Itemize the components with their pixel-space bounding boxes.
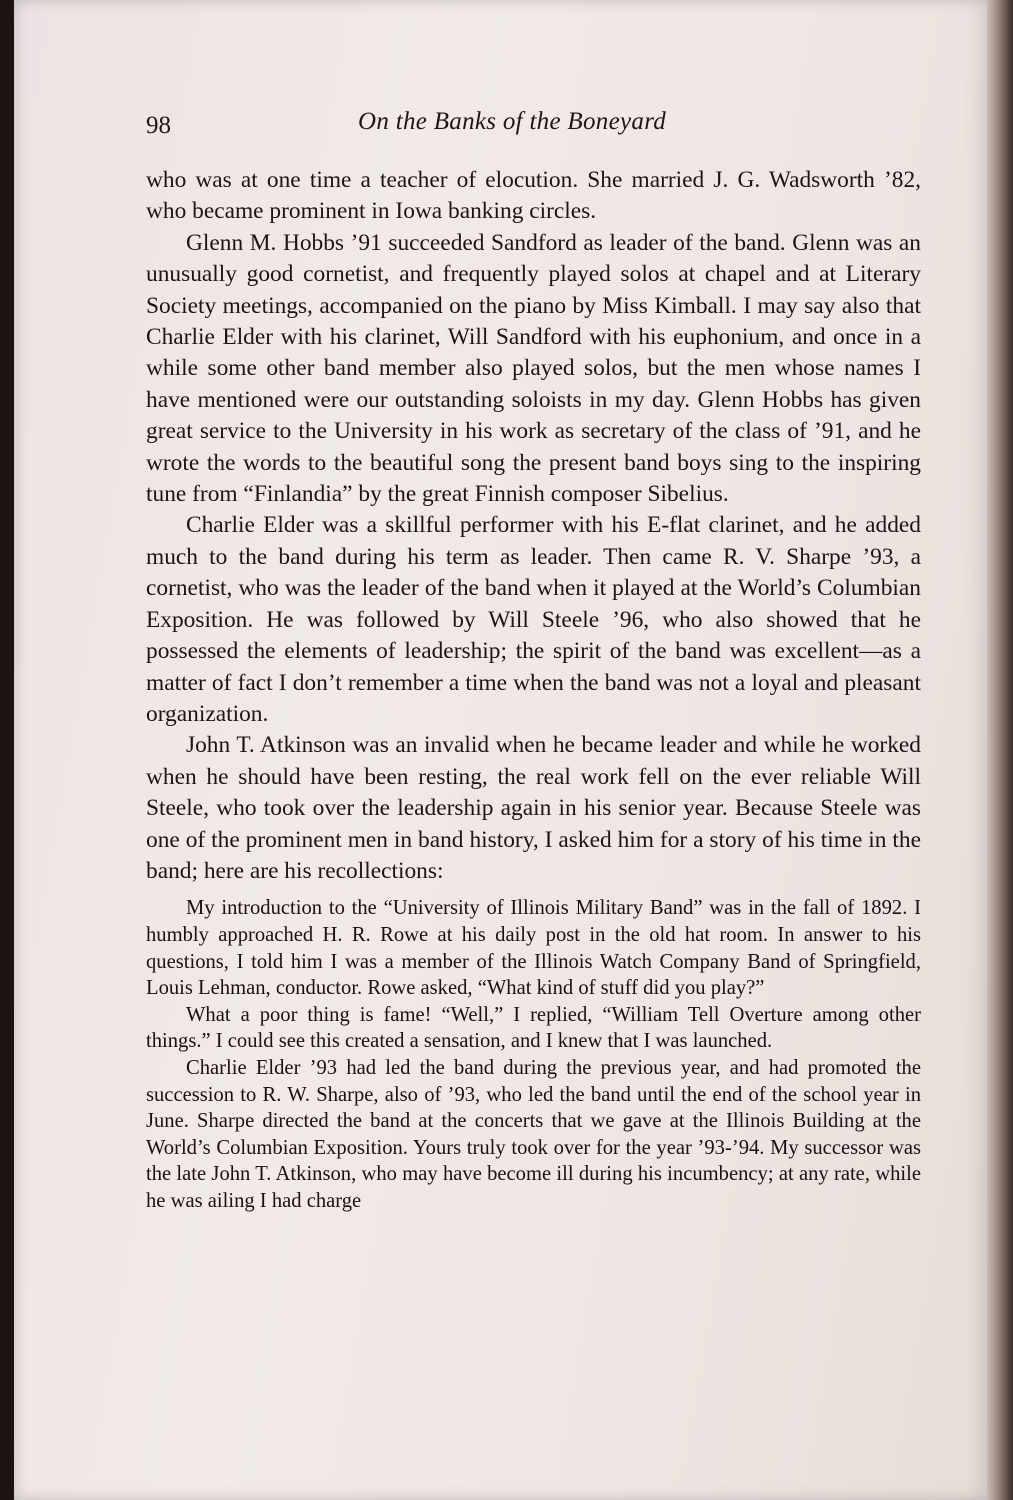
paragraph: who was at one time a teacher of elocution. She married J. G. Wadsworth ’82, who became prominent in Iowa banking circles.	[146, 167, 921, 225]
quote-paragraph: My introduction to the “University of Illinois Military Band” was in the fall of 1892. I humbly approached H. R. Rowe at his daily post in the old hat room. In answer to his questions, I told him I was a member of the Illinois Watch Company Band of Springfield, Louis Lehman, conductor. Rowe asked, “What kind of stuff did you play?”	[146, 897, 921, 1000]
book-page	[14, 0, 989, 1500]
paragraph: Charlie Elder was a skillful performer with his E-flat clarinet, and he added much to the band during his term as leader. Then came R. V. Sharpe ’93, a cornetist, who was the leader of the band when it played at the World’s Columbian Exposition. He was followed by Will Steele ’96, who also showed that he possessed the elements of leadership; the spirit of the band was excellent—as a matter of fact I don’t remember a time when the band was not a loyal and pleasant organization.	[146, 512, 921, 727]
quote-paragraph: Charlie Elder ’93 had led the band during the previous year, and had promoted the succession to R. W. Sharpe, also of ’93, who led the band until the end of the school year in June. Sharpe directed the band at the concerts that we gave at the Illinois Building at the World’s Columbian Exposition. Yours truly took over for the year ’93-’94. My successor was the late John T. Atkinson, who may have become ill during his incumbency; at any rate, while he was ailing I had charge	[146, 1056, 921, 1212]
body-text	[146, 165, 921, 1214]
running-head	[14, 108, 989, 148]
page-number: 98	[146, 112, 171, 139]
block-quote	[146, 895, 921, 1214]
book-fore-edge	[987, 0, 1013, 1500]
running-title: On the Banks of the Boneyard	[358, 108, 667, 135]
paragraph: Glenn M. Hobbs ’91 succeeded Sandford as leader of the band. Glenn was an unusually good cornetist, and frequently played solos at chapel and at Literary Society meetings, accompanied on the piano by Miss Kimball. I may say also that Charlie Elder with his clarinet, Will Sandford with his euphonium, and once in a while some other band member also played solos, but the men whose names I have mentioned were our outstanding soloists in my day. Glenn Hobbs has given great service to the University in his work as secretary of the class of ’91, and he wrote the words to the beautiful song the present band boys sing to the inspiring tune from “Finlandia” by the great Finnish composer Sibelius.	[146, 229, 921, 508]
paragraph: John T. Atkinson was an invalid when he became leader and while he worked when he should have been resting, the real work fell on the ever reliable Will Steele, who took over the leadership again in his senior year. Because Steele was one of the prominent men in band history, I asked him for a story of his time in the band; here are his recollections:	[146, 732, 921, 884]
quote-paragraph: What a poor thing is fame! “Well,” I replied, “William Tell Overture among other things.” I could see this created a sensation, and I knew that I was launched.	[146, 1003, 921, 1053]
